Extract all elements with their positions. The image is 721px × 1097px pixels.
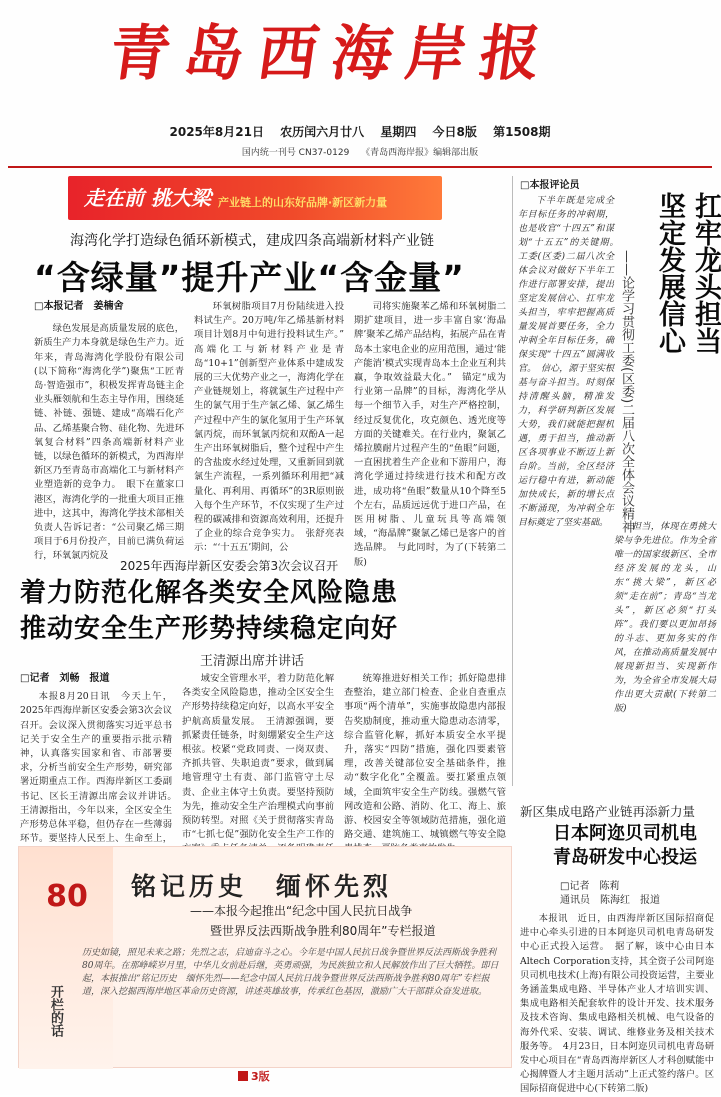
masthead-cn: 国内统一刊号 CN37-0129 [241, 148, 350, 158]
masthead-info-line [0, 123, 720, 140]
article1-col2-text: 环氧树脂项目7月份陆续进入投料试生产。20万吨/年乙烯基新材料项目计划8月中旬进行投料试生产。” 高端化工与新材料产业是青岛“10+1”创新型产业体系中建成发展的三大优势产业之一，海湾化学在产业链规划上，将就氯生产过程中产生的氯气用于生产氯乙烯、氯乙烯生产过程中产生的氯化氢用于生产环氧氯丙烷，而环氧氯丙烷和双酚A一起生产出环氧树脂后，整个过程中产生的含盐废水经过处理，又重新回到就氯生产流程，一系列循环利用把“减量化、再利用、再循环”的3R原则嵌入每个生产环节，不仅实现了生产过程的碳减排和资源高效利用，还提升了企业的综合竞争实力。 张舒亮表示：“‘十五五’期间，公 [194, 301, 354, 554]
feature-open-label: 开栏的话 [48, 985, 63, 1037]
masthead-rule [8, 166, 712, 168]
article2-col1-text: 本报8月20日讯 今天上午，2025年西海岸新区安委会第3次会议召开。会议深入贯彻落实习近平总书记关于安全生产的重要指示批示精神，认真落实国家和省、市部署要求，分析当前安全生产形势，研究部署近期重点工作。西海岸新区工委副书记、区长王清源出席会议并讲话。 王清源指出，今年以来，全区安全生产形势总体平稳，但仍存在一些薄弱环节。要坚持人民至上、生命至上， [20, 691, 172, 845]
column-divider [512, 176, 513, 786]
commentary-col2 [614, 520, 716, 784]
masthead-publisher-line [0, 145, 720, 158]
article3-headline-line1: 日本阿迩贝司机电 [553, 823, 697, 844]
article1-headline: “含绿量”提升产业“含金量” [34, 258, 465, 297]
masthead-publisher: 《青岛西海岸报》编辑部出版 [361, 148, 479, 158]
masthead-weekday: 星期四 [380, 125, 417, 139]
commentary-title-2: 扛牢龙头担当 [690, 192, 721, 354]
commentary-title-1: 坚定发展信心 [654, 192, 685, 354]
column-banner [68, 176, 442, 220]
article3-headline-line2: 青岛研发中心投运 [553, 847, 697, 868]
article2-col3-text: 统筹推进好相关工作；抓好隐患排查整治，建立部门检查、企业自查重点事项“两个清单”，实施事故隐患内部报告奖励制度，推动重大隐患动态清零，综合监管化解，抓好本质安全水平提升，落实“四防”措施，强化四要素管理，改善关键部位安全基础条件，推动“数字化化”全覆盖。要扛紧重点领域，全面筑牢安全生产防线。强燃气管网改造和公路、消防、化工、海上、旅游、校园安全等领域防范措施，强化道路交通、建筑施工、城镇燃气等安全隐 [344, 673, 506, 841]
article3-kicker: 新区集成电路产业链再添新力量 [520, 804, 696, 819]
feature-page-ref[interactable]: 3版 [238, 1068, 270, 1084]
feature-line2: 暨世界反法西斯战争胜利80周年”专栏报道 [210, 924, 436, 938]
article1-kicker: 海湾化学打造绿色循环新模式，建成四条高端新材料产业链 [70, 233, 434, 249]
article2-headline-line2: 推动安全生产形势持续稳定向好 [20, 614, 399, 644]
masthead-title: 青岛西海岸报 [105, 19, 559, 89]
article2-headline-line1: 着力防范化解各类安全风险隐患 [20, 578, 399, 608]
article2-kicker: 2025年西海岸新区安委会第3次会议召开 [120, 559, 339, 573]
article3-body-text: 本报讯 近日，由西海岸新区国际招商促进中心牵头引进的日本阿迩贝司机电青岛研发中心正式投入运营。 据了解，该中心由日本Altech Corporation支持，其全资子公司阿迩贝司机电技术(上海)有限公司投资运营，主要业务涵盖集成电路、半导体产业人才培训实训、集成电路相关配套软件的设计开发、技术服务及技术咨询、集成电路相关机械、电气设备的海外代采、安装、调试、维修业务及相关技术服务等。 4月23日，日本阿迩贝司机电青岛研发中心项目在“青岛西海岸新区人才科创赋能中心揭牌暨人才主题月活动”上正式签约落户。区国际招商促进中心(下转第二版) [520, 913, 714, 1095]
article3-byline [560, 880, 660, 908]
article2-col2-text: 域安全管理水平，着力防范化解各类安全风险隐患，推动全区安全生产形势持续稳定向好，以高水平安全护航高质量发展。 王清源强调，要抓紧责任链条，时刻绷紧安全生产这根弦。校紧“党政同责、一岗双责、齐抓共管、失职追责”要求，做到属地管理守土有责、部门监管守土尽责、企业主体守土负责。要坚持预防为先，推动安全生产治理模式向事前预防转型。对照《关于贯彻落实青岛市“七抓七促”强防化安全生产工作的 [182, 673, 334, 841]
feature-80-badge: 80 [46, 879, 88, 914]
article2-col3 [344, 672, 506, 842]
masthead-date: 2025年8月21日 [169, 125, 264, 139]
article3-byline-line2: 通讯员 陈海红 报道 [560, 895, 660, 906]
article2-col1 [20, 672, 172, 845]
article2-headline [20, 575, 398, 647]
banner-sub: 产业链上的山东好品牌·新区新力量 [218, 196, 388, 209]
feature-title: 铭记历史 缅怀先烈 [131, 872, 393, 901]
feature-text: 历史如镜，照见未来之路；先烈之志，启迪奋斗之心。今年是中国人民抗日战争暨世界反法西斯战争胜利80周年。在那峥嵘岁月里，中华儿女前赴后继，英勇顽强，为民族独立和人民解放作出了巨大牺牲。即日起，本报推出“铭记历史 缅怀先烈——纪念中国人民抗日战争暨世界反法西斯战争胜利80周年”专栏报道，深入挖掘西海岸地区革命历史资源，讲述英雄故事，传承红色基因，激励广大干部群众奋发进取。 [82, 948, 499, 997]
feature-line1: ——本报今起推出“纪念中国人民抗日战争 [190, 904, 413, 918]
article2-byline: □记者 刘畅 报道 [20, 673, 110, 684]
masthead-lunar: 农历闰六月廿八 [280, 125, 365, 139]
commentary-subtitle: ——论学习贯彻工委(区委)二届八次全体会议精神 [619, 250, 634, 534]
commentary-label: □本报评论员 [520, 180, 580, 191]
article2-col2 [182, 672, 334, 842]
masthead [10, 6, 710, 126]
article3-byline-line1: □记者 陈莉 [560, 881, 620, 892]
article2-subtitle: 王清源出席并讲话 [200, 654, 305, 669]
article3-body [520, 912, 714, 1095]
article1-col3 [354, 300, 506, 568]
article1-col2 [194, 300, 354, 554]
article1-col3-text: 司将实施聚苯乙烯和环氧树脂二期扩建项目，进一步丰富自家‘海晶牌’聚苯乙烯产品结构，拓展产品在青岛本土家电企业的应用范围，通过‘能产能消’模式实现青岛本土企业互利共赢，争取效益最大化。” 锚定“成为行业第一品牌”的目标，海湾化学从每一个细节入手，对生产严格控制，经过反复优化，攻克颜色、透光度等方面的关键难关。在行业内，聚氯乙烯拉膜耐片过程产生的“鱼眼”问题，一直困扰着生产企业和下游用户，海湾化学通过持续进行技术和配方改进，成功将“鱼眼”数量从10个降至5个左右，品质远远优于进口产品，在医用树脂、儿童玩具等高端领域，“海晶牌”聚氯乙烯已是客户的首选品牌。 与此同时，为了(下转第二版) [354, 301, 506, 568]
banner-main: 走在前 挑大梁 [84, 186, 211, 210]
commentary-col2-text: 担当，体现在勇挑大梁与争先进位。作为全省唯一的国家级新区、全市经济发展的龙头，山东“挑大梁”，新区必须“走在前”；青岛“当龙头”，新区必须“打头阵”。我们要以更加昂扬的斗志、更加务实的作风，在推动高质量发展中展现新担当、实现新作为，为全省全市发展大局作出更大贡献(下转第二版) [614, 522, 716, 714]
article1-col1 [34, 300, 184, 562]
commentary-col1 [518, 194, 624, 784]
article1-byline: □本报记者 姜楠舍 [34, 301, 124, 312]
masthead-issue: 第1508期 [493, 125, 551, 139]
commentary-col1-text: 下半年既是完成全年目标任务的冲刺期，也是收官“十四五”和谋划“十五五”的关键期。 工委(区委)二届八次全体会议对做好下半年工作进行部署安排，提出坚定发展信心、扛牢龙头担当，牢牢把握高质量发展首要任务，全力冲刺全年目标任务，确保实现“十四五”圆满收官。 信心，源于坚实根基与奋斗担当。时刻保持清醒头脑，精准发力，科学研判新区发展大势，我们就能把握机遇，勇于担当，推动新区各项事业不断迈上新台阶。当前，全区经济运行稳中有进，新动能加快成长，新的增长点不断涌现，为冲刺全年目标奠定了坚实基础。 [518, 196, 624, 528]
article3-headline [530, 822, 720, 870]
masthead-pages: 今日8版 [432, 125, 477, 139]
article1-col1-text: 绿色发展是高质量发展的底色，新质生产力本身就是绿色生产力。近年来，青岛海湾化学股份有限公司(以下简称“海湾化学”)聚焦“工匠青岛·智造强市”，积极发挥青岛链主企业头雁领航和生态主导作用，围绕延链、补链、强链、建成“高端石化产品、乙烯基聚合物、硅化物、先进环氧复合材料”四条高端新材料产业链，以绿色循环的新模式，为西海岸新区乃至青岛市高端化工与新材料产业塑造新的竞争力。 眼下在董家口港区，海湾化学的一批重大项目正推进中，这其中，海湾化学技术部相关负责人告诉记者：“公司聚乙烯三期项目于6月份投产，目前已满负荷运行，环氧氯丙烷及 [34, 323, 184, 562]
